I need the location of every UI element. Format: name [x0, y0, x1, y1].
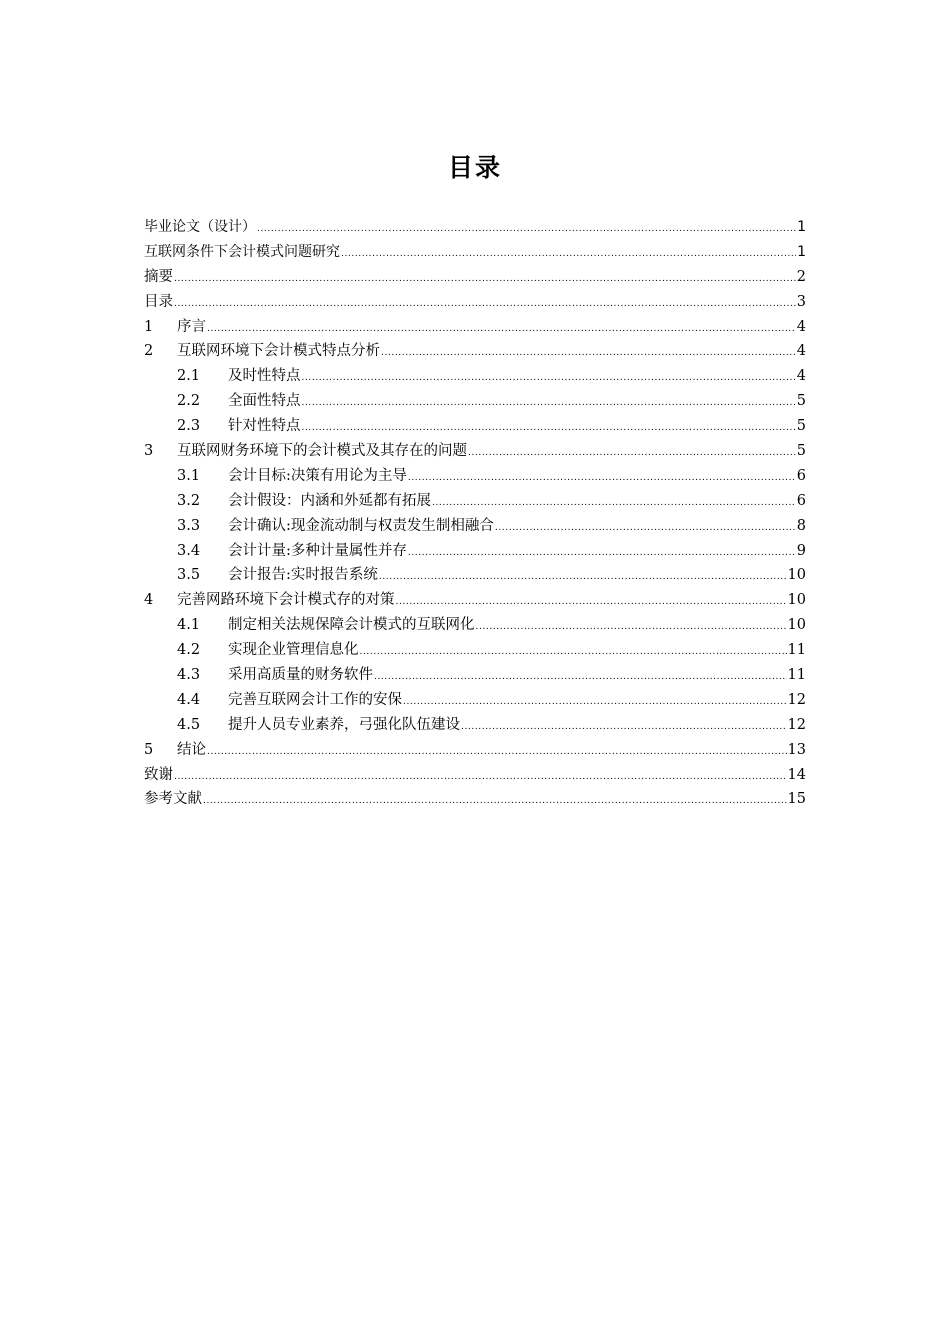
toc-entry[interactable]: [144, 663, 806, 688]
toc-entry-number: 2.3: [177, 418, 201, 435]
table-of-contents: [144, 215, 806, 812]
toc-entry-label: 会计报告:实时报告系统: [228, 567, 378, 584]
toc-entry-number: 5: [144, 741, 154, 758]
toc-entry[interactable]: [144, 464, 806, 489]
toc-entry-number: 3.4: [177, 542, 201, 559]
toc-entry-number: 3.3: [177, 517, 201, 534]
toc-entry-label: 互联网条件下会计模式问题研究: [144, 243, 340, 260]
toc-entry-label: 参考文献: [144, 791, 202, 808]
toc-entry-label: 序言: [177, 318, 206, 335]
toc-entry[interactable]: [144, 638, 806, 663]
toc-entry[interactable]: [144, 414, 806, 439]
toc-entry-number: 4: [144, 592, 154, 609]
toc-entry-page-number: 5: [796, 443, 806, 460]
toc-entry[interactable]: [144, 763, 806, 788]
dot-leader: [203, 789, 787, 814]
toc-entry-label: 及时性特点: [228, 368, 301, 385]
toc-entry[interactable]: [144, 489, 806, 514]
toc-entry[interactable]: [144, 713, 806, 738]
toc-entry-label: 会计目标:决策有用论为主导: [228, 467, 407, 484]
toc-entry-label: 完善互联网会计工作的安保: [228, 691, 402, 708]
toc-entry-page-number: 4: [796, 318, 806, 335]
dot-leader: [476, 615, 787, 640]
toc-entry-number: 2.1: [177, 368, 201, 385]
toc-entry[interactable]: [144, 290, 806, 315]
toc-entry[interactable]: [144, 215, 806, 240]
toc-entry-label: 采用高质量的财务软件: [228, 667, 373, 684]
dot-leader: [396, 590, 787, 615]
toc-entry-number: 3: [144, 443, 154, 460]
dot-leader: [381, 341, 796, 366]
toc-entry[interactable]: [144, 738, 806, 763]
toc-entry-label: 致谢: [144, 766, 173, 783]
toc-entry[interactable]: [144, 787, 806, 812]
toc-entry-page-number: 9: [796, 542, 806, 559]
toc-entry-label: 摘要: [144, 268, 173, 285]
toc-entry[interactable]: [144, 389, 806, 414]
dot-leader: [495, 516, 796, 541]
dot-leader: [341, 242, 796, 267]
toc-entry-number: 2.2: [177, 393, 201, 410]
toc-entry-label: 结论: [177, 741, 206, 758]
toc-entry-page-number: 11: [787, 667, 806, 684]
toc-entry-label: 毕业论文（设计）: [144, 219, 256, 235]
toc-entry-page-number: 6: [796, 467, 806, 484]
dot-leader: [207, 740, 787, 765]
toc-entry-number: 2: [144, 343, 154, 360]
toc-entry[interactable]: [144, 364, 806, 389]
dot-leader: [174, 765, 787, 790]
toc-entry-page-number: 4: [796, 343, 806, 360]
toc-entry[interactable]: [144, 240, 806, 265]
toc-entry-label: 针对性特点: [228, 418, 301, 435]
toc-entry-page-number: 12: [787, 716, 806, 733]
toc-entry-label: 互联网财务环境下的会计模式及其存在的问题: [177, 443, 467, 460]
dot-leader: [468, 441, 796, 466]
toc-entry-number: 4.5: [177, 716, 201, 733]
toc-entry-label: 会计确认:现金流动制与权责发生制相融合: [228, 517, 494, 534]
toc-entry-number: 4.2: [177, 642, 201, 659]
toc-entry-page-number: 8: [796, 517, 806, 534]
dot-leader: [408, 466, 796, 491]
dot-leader: [302, 391, 796, 416]
toc-entry-label: 会计假设：内涵和外延都有拓展: [228, 492, 431, 509]
toc-entry-label: 完善网路环境下会计模式存的对策: [177, 592, 395, 609]
toc-entry-number: 3.2: [177, 492, 201, 509]
toc-entry-page-number: 2: [796, 268, 806, 285]
dot-leader: [374, 665, 787, 690]
toc-entry-page-number: 10: [787, 617, 806, 634]
toc-entry-label: 目录: [144, 293, 173, 310]
toc-entry-page-number: 6: [796, 492, 806, 509]
dot-leader: [207, 317, 796, 342]
toc-entry[interactable]: [144, 563, 806, 588]
dot-leader: [461, 715, 787, 740]
dot-leader: [174, 267, 796, 292]
toc-entry[interactable]: [144, 514, 806, 539]
toc-entry-label: 会计计量:多种计量属性并存: [228, 542, 407, 559]
toc-entry-number: 4.1: [177, 617, 201, 634]
toc-entry-page-number: 10: [787, 567, 806, 584]
dot-leader: [174, 292, 796, 317]
page-title: 目录: [447, 152, 502, 182]
toc-entry[interactable]: [144, 688, 806, 713]
toc-entry-page-number: 15: [787, 791, 806, 808]
toc-entry-page-number: 13: [787, 741, 806, 758]
toc-entry[interactable]: [144, 588, 806, 613]
toc-entry-page-number: 1: [797, 243, 806, 260]
dot-leader: [432, 491, 796, 516]
toc-entry-page-number: 5: [796, 393, 806, 410]
toc-entry-page-number: 10: [787, 592, 806, 609]
toc-entry-page-number: 1: [797, 219, 806, 235]
dot-leader: [302, 416, 796, 441]
toc-entry-page-number: 5: [796, 418, 806, 435]
toc-entry-number: 3.1: [177, 467, 201, 484]
dot-leader: [302, 366, 796, 391]
toc-entry-page-number: 11: [787, 642, 806, 659]
toc-entry-label: 全面性特点: [228, 393, 301, 410]
toc-entry[interactable]: [144, 539, 806, 564]
toc-entry-number: 1: [144, 318, 154, 335]
dot-leader: [403, 690, 787, 715]
toc-entry-page-number: 12: [787, 691, 806, 708]
toc-entry-page-number: 3: [796, 293, 806, 310]
toc-entry-number: 4.4: [177, 691, 201, 708]
toc-entry[interactable]: [144, 315, 806, 340]
toc-entry[interactable]: [144, 613, 806, 638]
dot-leader: [257, 217, 796, 242]
toc-entry-label: 提升人员专业素养，弓强化队伍建设: [228, 716, 460, 733]
toc-entry-label: 实现企业管理信息化: [228, 642, 359, 659]
dot-leader: [360, 640, 787, 665]
toc-entry-page-number: 4: [796, 368, 806, 385]
toc-entry[interactable]: [144, 265, 806, 290]
toc-entry[interactable]: [144, 339, 806, 364]
toc-entry-number: 3.5: [177, 567, 201, 584]
toc-entry[interactable]: [144, 439, 806, 464]
dot-leader: [379, 565, 787, 590]
toc-entry-number: 4.3: [177, 667, 201, 684]
toc-entry-label: 制定相关法规保障会计模式的互联网化: [228, 617, 475, 634]
toc-entry-page-number: 14: [787, 766, 806, 783]
dot-leader: [408, 541, 796, 566]
toc-entry-label: 互联网环境下会计模式特点分析: [177, 343, 380, 360]
